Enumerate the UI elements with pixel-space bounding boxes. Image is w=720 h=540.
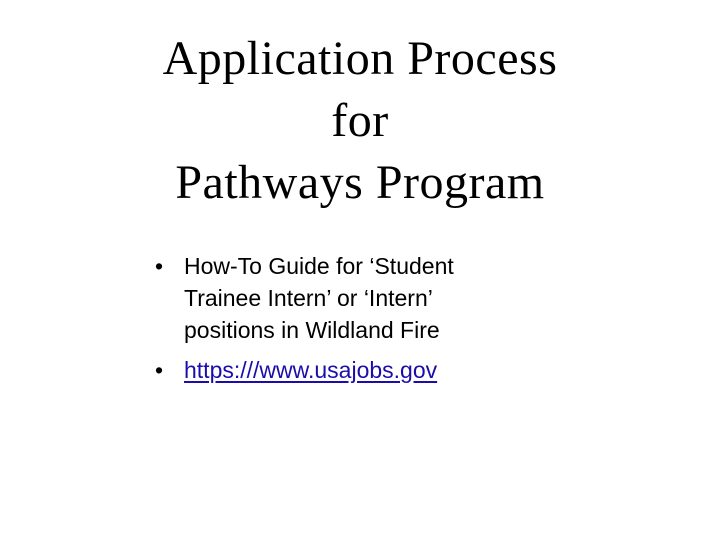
slide-title	[0, 28, 720, 214]
title-line: Application Process	[162, 32, 558, 85]
title-line: Pathways Program	[175, 156, 545, 209]
title-line: for	[331, 94, 389, 147]
bullet-icon: •	[155, 253, 164, 279]
bullet-item-link	[155, 354, 575, 386]
bullet-text-line: Trainee Intern’ or ‘Intern’	[184, 285, 433, 311]
usajobs-link[interactable]: https:///www.usajobs.gov	[184, 357, 438, 383]
bullet-text-line: positions in Wildland Fire	[184, 317, 440, 343]
bullet-list	[155, 250, 575, 394]
bullet-text-line: How-To Guide for ‘Student	[184, 253, 454, 279]
bullet-item-guide	[155, 250, 575, 346]
bullet-icon: •	[155, 357, 164, 383]
